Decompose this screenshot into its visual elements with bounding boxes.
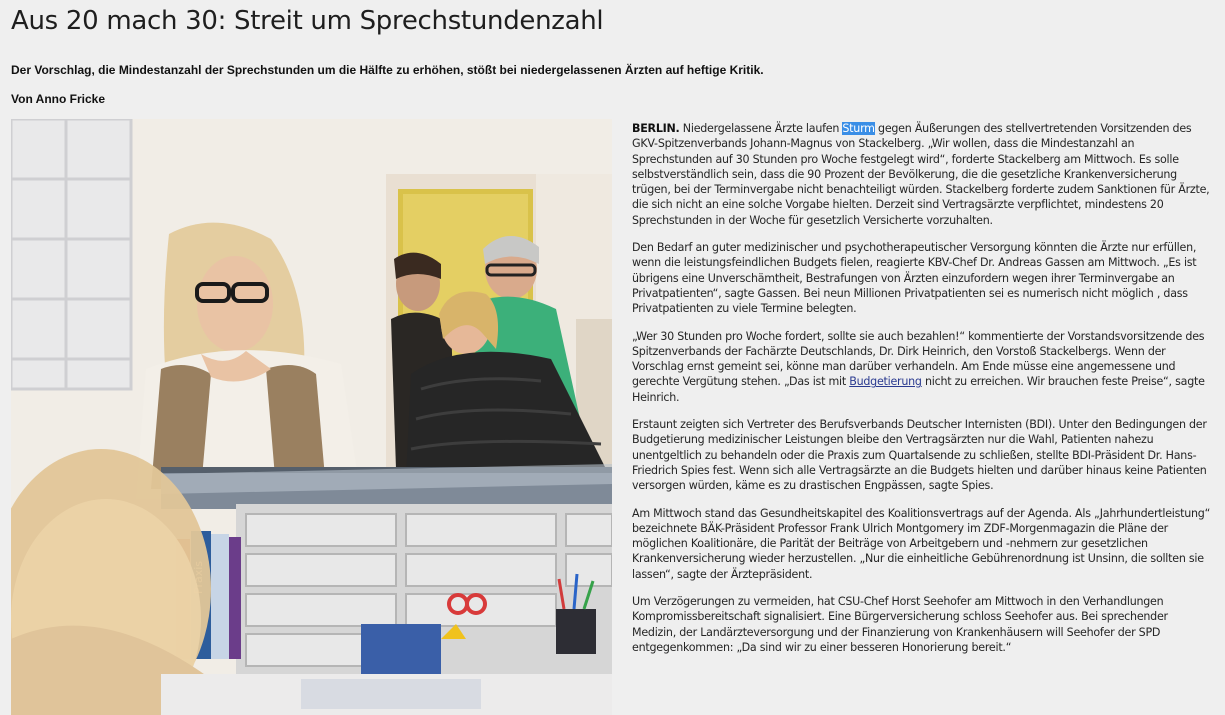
dateline: BERLIN. [632, 122, 680, 135]
article-photo [11, 119, 612, 715]
paragraph-3-post: nicht zu erreichen. Wir brauchen feste Preise“, sagte Heinrich. [632, 375, 1205, 404]
photo-illustration [11, 119, 612, 715]
article-body [632, 121, 1214, 667]
paragraph-1-post: gegen Äußerungen des stellvertretenden Vorsitzenden des GKV-Spitzenverbands Johann-Magnus von Stackelberg. „Wir wollen, dass die Mindestanzahl an Sprechstunden auf 30 Stunden pro Woche festgelegt wird“, forderte Stackelberg am Mittwoch. Es solle selbstverständlich sein, dass die 90 Prozent der Bevölkerung, die die gesetzliche Krankenversicherung trügen, bei der Terminvergabe nicht benachteiligt würden. Stackelberg forderte zudem Sanktionen für Ärzte, die sich nicht an eine solche Vorgabe hielten. Derzeit sind Vertragsärzte verpflichtet, mindestens 20 Sprechstunden in der Woche für gesetzlich Versicherte vorzuhalten. [632, 122, 1210, 227]
article-headline: Aus 20 mach 30: Streit um Sprechstundenzahl [11, 6, 604, 36]
paragraph-2: Den Bedarf an guter medizinischer und psychotherapeutischer Versorgung könnten die Ärzte nur erfüllen, wenn die leistungsfeindlichen Budgets fielen, reagierte KBV-Chef Dr. Andreas Gassen am Mittwoch. „Es ist übrigens eine Unverschämtheit, Bestrafungen von Ärzten einzufordern wegen ihrer Terminvergabe an Privatpatienten“, sagte Gassen. Bei neun Millionen Privatpatienten sei es numerisch nicht möglich , dass Privatpatienten zu viele Termine belegten. [632, 241, 1197, 316]
paragraph-4: Erstaunt zeigten sich Vertreter des Berufsverbands Deutscher Internisten (BDI). Unter den Bedingungen der Budgetierung medizinischer Leistungen bleibe den Vertragsärzten nur die Wahl, Patienten nahezu unentgeltlich zu behandeln oder die Praxis zum Quartalsende zu schließen, stellte BDI-Präsident Dr. Hans-Friedrich Spies fest. Wenn sich alle Vertragsärzte an die Budgets hielten und darüber hinaus keine Patienten versorgen würden, käme es zu drastischen Engpässen, sagte Spies. [632, 418, 1207, 493]
article-byline: Von Anno Fricke [11, 92, 106, 106]
paragraph-1-pre: Niedergelassene Ärzte laufen [679, 122, 843, 135]
article-lead: Der Vorschlag, die Mindestanzahl der Sprechstunden um die Hälfte zu erhöhen, stößt bei niedergelassenen Ärzten auf heftige Kritik. [11, 63, 764, 77]
budgetierung-link[interactable]: Budgetierung [849, 375, 922, 389]
paragraph-3 [632, 329, 1214, 405]
paragraph-3-pre: „Wer 30 Stunden pro Woche fordert, sollte sie auch bezahlen!“ kommentierte der Vorstandsvorsitzende des Spitzenverbands der Fachärzte Deutschlands, Dr. Dirk Heinrich, den Vorstoß Stackelbergs. Wenn der Vorschlag ernst gemeint sei, könne man darüber verhandeln. Am Ende müsse eine angemessene und gerechte Vergütung stehen. „Das ist mit [632, 329, 1205, 389]
glass-block-window [11, 119, 131, 389]
paragraph-5: Am Mittwoch stand das Gesundheitskapitel des Koalitionsvertrags auf der Agenda. Als „Jahrhundertleistung“ bezeichnete BÄK-Präsident Professor Frank Ulrich Montgomery im ZDF-Morgenmagazin die Pläne der möglichen Koalitionäre, die Parität der Beiträge von Arbeitgebern und -nehmern zur gesetzlichen Krankenversicherung wieder herzustellen. „Nur die einheitliche Gebührenordnung ist Unsinn, die sollten sie lassen“, sagte der Ärztepräsident. [632, 506, 1211, 581]
selected-text-highlight[interactable]: Sturm [842, 122, 875, 135]
paragraph-1 [632, 121, 1214, 228]
paragraph-6: Um Verzögerungen zu vermeiden, hat CSU-Chef Horst Seehofer am Mittwoch in den Verhandlungen Kompromissbereitschaft signalisiert. Eine Bürgerversicherung schloss Seehofer aus. Bei sprechender Medizin, der Landärzteversorgung und der Finanzierung von Krankenhäusern will Seehofer der SPD entgegenkommen: „Da sind wir zu einer besseren Honorierung bereit.“ [632, 595, 1168, 654]
